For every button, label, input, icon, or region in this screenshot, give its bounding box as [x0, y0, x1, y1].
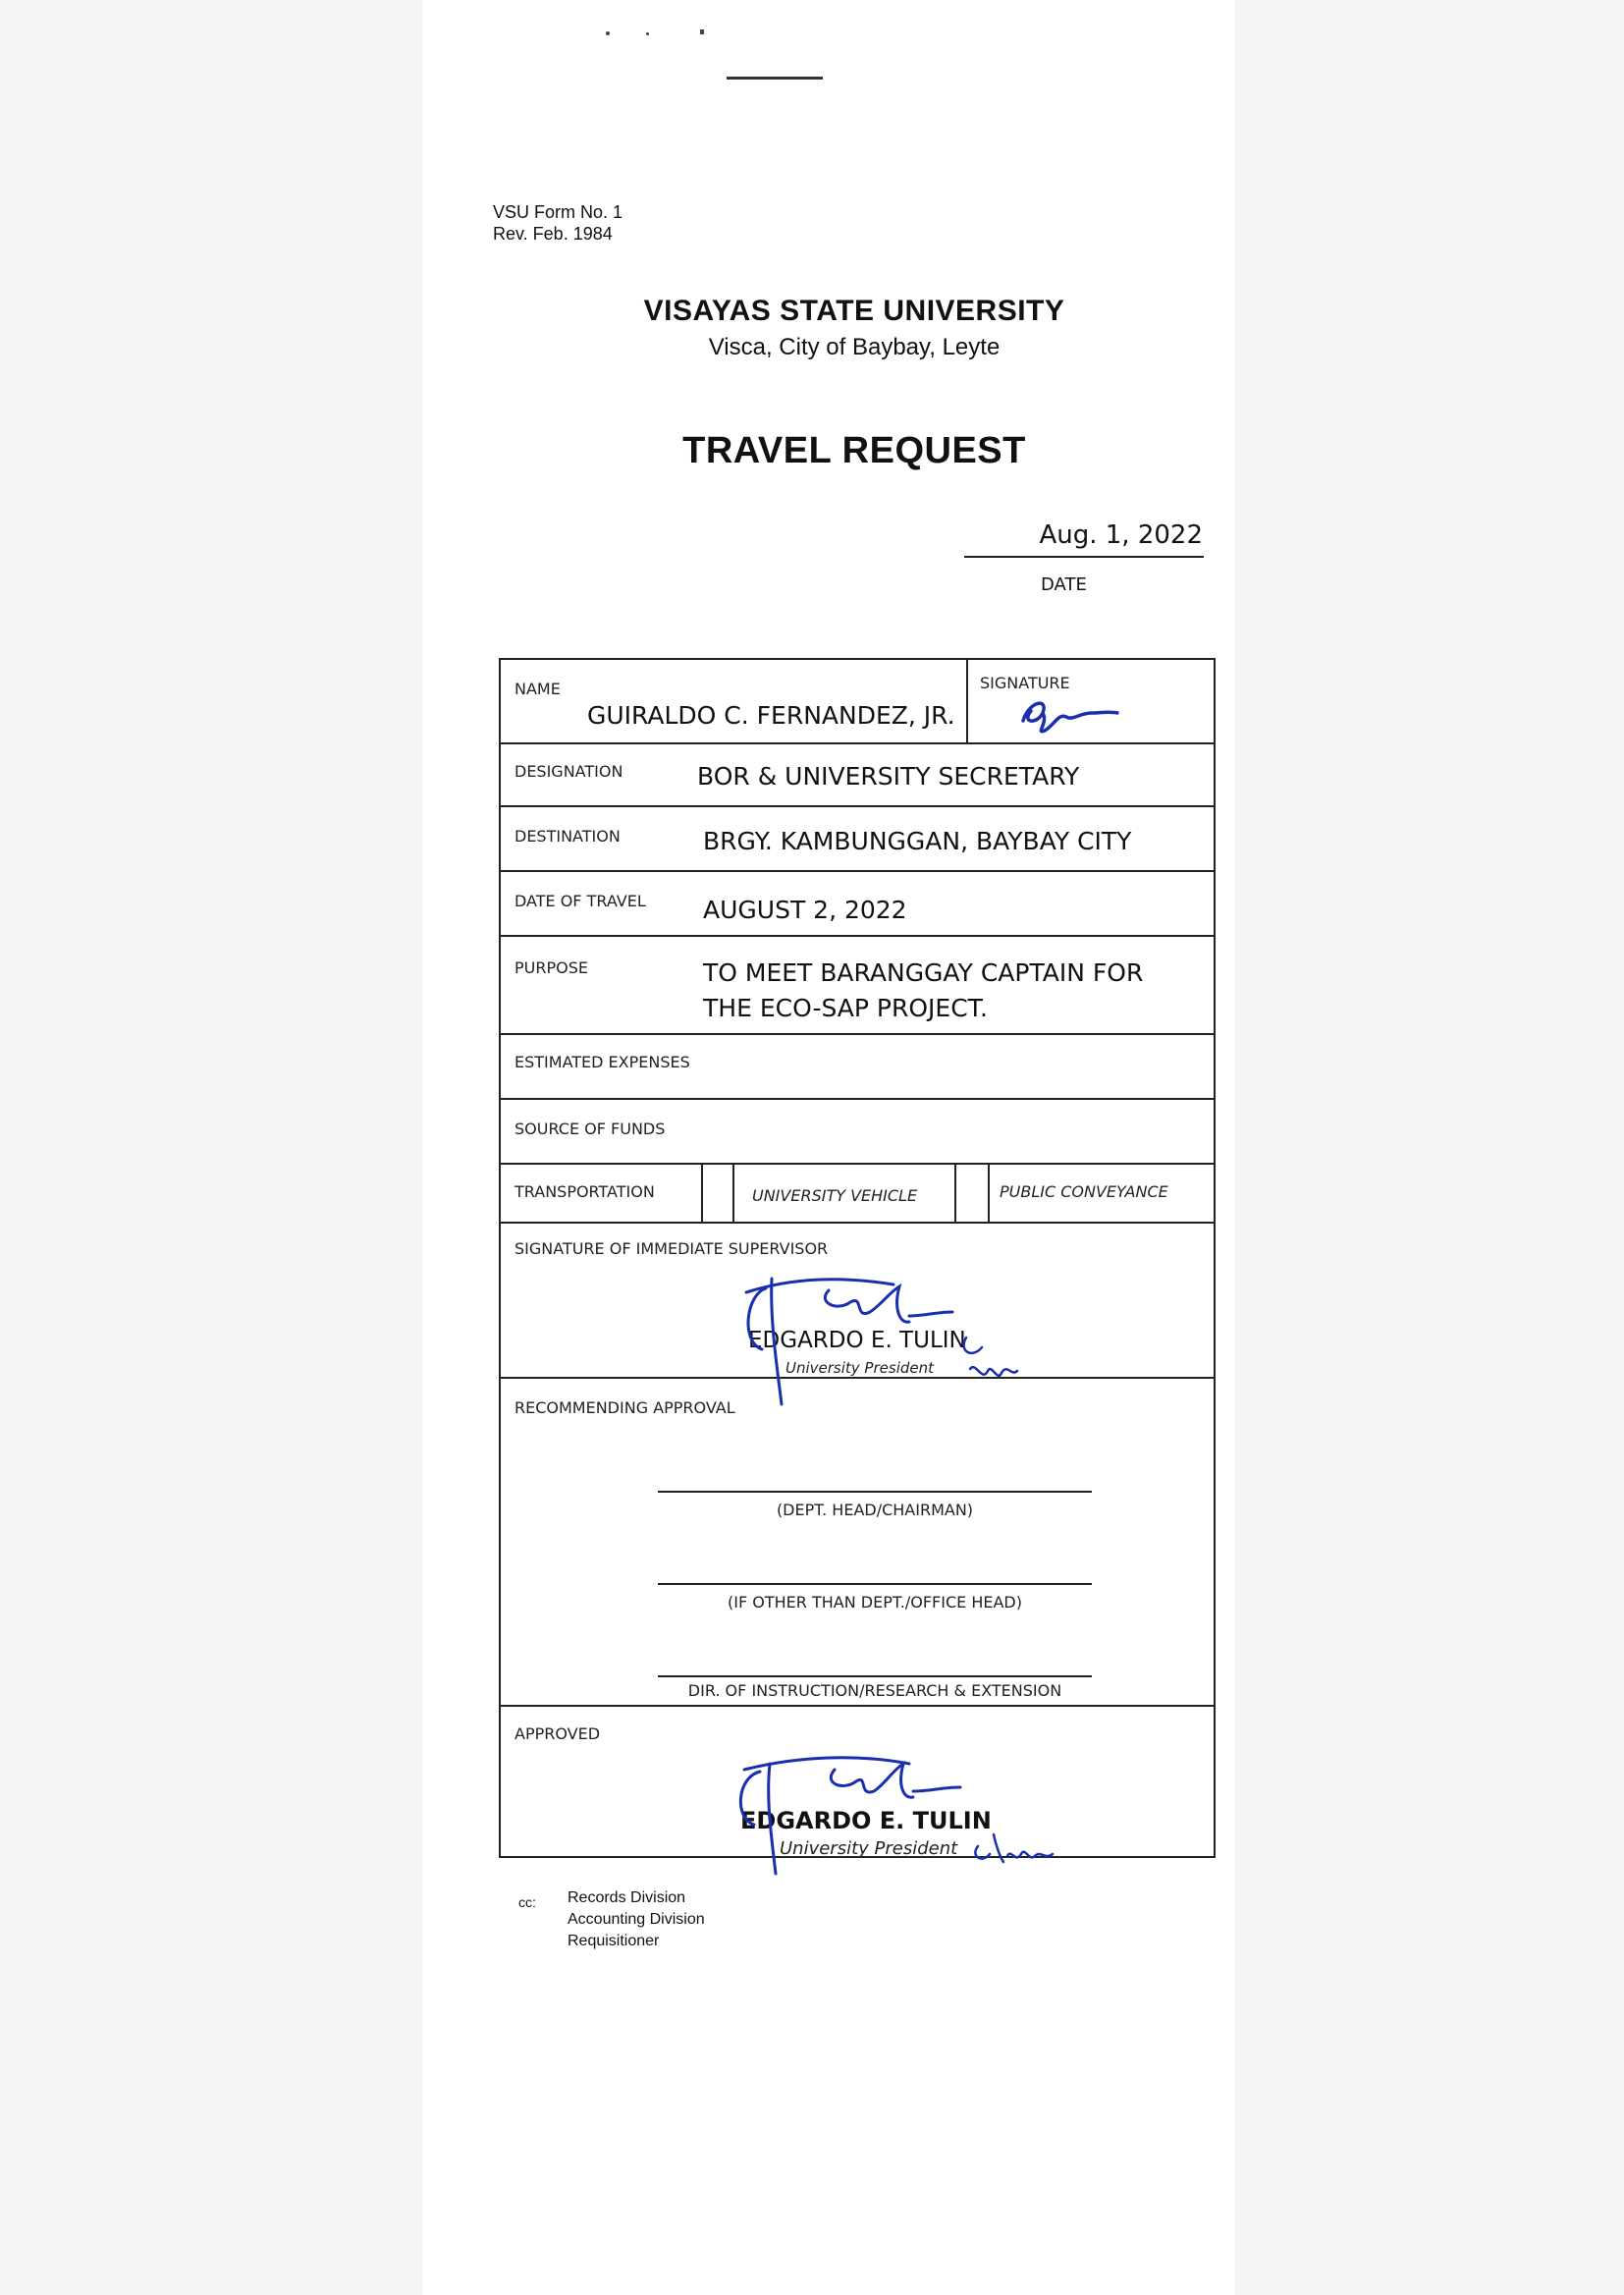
cc-item: Accounting Division: [568, 1911, 705, 1928]
recommending-approval-label: RECOMMENDING APPROVAL: [514, 1398, 735, 1417]
other-head-caption: (IF OTHER THAN DEPT./OFFICE HEAD): [728, 1593, 1022, 1612]
destination-label: DESTINATION: [514, 827, 621, 846]
purpose-line-1: TO MEET BARANGGAY CAPTAIN FOR: [703, 958, 1144, 987]
name-label: NAME: [514, 680, 561, 698]
transport-divider: [732, 1163, 734, 1222]
requester-signature: [1015, 691, 1123, 740]
form-title: TRAVEL REQUEST: [682, 430, 1026, 471]
supervisor-position: University President: [785, 1359, 934, 1377]
purpose-label: PURPOSE: [514, 958, 588, 977]
transport-divider: [954, 1163, 956, 1222]
row-divider: [501, 742, 1214, 744]
estimated-expenses-label: ESTIMATED EXPENSES: [514, 1053, 690, 1071]
designation-label: DESIGNATION: [514, 762, 623, 781]
top-dot: [606, 31, 610, 35]
transport-option-university-vehicle: UNIVERSITY VEHICLE: [752, 1186, 918, 1205]
approver-signature: [721, 1740, 1074, 1878]
row-divider: [501, 935, 1214, 937]
transport-divider: [988, 1163, 990, 1222]
supervisor-signature: [727, 1273, 1051, 1410]
row-divider: [501, 1163, 1214, 1165]
row-divider: [501, 1705, 1214, 1707]
travel-request-form: [499, 658, 1216, 1858]
approved-name: EDGARDO E. TULIN: [740, 1807, 992, 1834]
top-dot: [700, 29, 704, 34]
university-name: VISAYAS STATE UNIVERSITY: [643, 295, 1065, 327]
transportation-label: TRANSPORTATION: [514, 1182, 655, 1201]
form-revision-text: Rev. Feb. 1984: [493, 224, 613, 244]
signature-label: SIGNATURE: [980, 674, 1070, 692]
source-of-funds-label: SOURCE OF FUNDS: [514, 1120, 666, 1138]
signature-divider: [966, 660, 968, 742]
approved-label: APPROVED: [514, 1724, 601, 1743]
top-mark-line: [727, 77, 823, 80]
date-of-travel-value: AUGUST 2, 2022: [703, 896, 907, 924]
date-label: DATE: [1041, 574, 1087, 595]
date-of-travel-label: DATE OF TRAVEL: [514, 892, 646, 910]
cc-item: Records Division: [568, 1889, 686, 1906]
cc-label: cc:: [518, 1894, 536, 1910]
row-divider: [501, 1098, 1214, 1100]
director-signature-line: [658, 1675, 1092, 1677]
director-caption: DIR. OF INSTRUCTION/RESEARCH & EXTENSION: [687, 1681, 1062, 1700]
dept-head-signature-line: [658, 1491, 1092, 1493]
top-dot: [646, 32, 649, 35]
other-head-signature-line: [658, 1583, 1092, 1585]
designation-value: BOR & UNIVERSITY SECRETARY: [697, 762, 1080, 791]
date-underline: [964, 556, 1204, 558]
row-divider: [501, 870, 1214, 872]
row-divider: [501, 1033, 1214, 1035]
supervisor-label: SIGNATURE OF IMMEDIATE SUPERVISOR: [514, 1239, 829, 1258]
transport-divider: [701, 1163, 703, 1222]
purpose-line-2: THE ECO-SAP PROJECT.: [703, 994, 988, 1022]
cc-list: [518, 1887, 705, 1952]
row-divider: [501, 805, 1214, 807]
supervisor-name: EDGARDO E. TULIN: [748, 1328, 966, 1353]
university-address: Visca, City of Baybay, Leyte: [708, 334, 1001, 360]
cc-item: Requisitioner: [568, 1933, 660, 1949]
row-divider: [501, 1222, 1214, 1224]
form-number: [493, 201, 623, 245]
date-value: Aug. 1, 2022: [1039, 520, 1203, 550]
form-no-text: VSU Form No. 1: [493, 202, 623, 222]
approved-position: University President: [780, 1838, 958, 1859]
destination-value: BRGY. KAMBUNGGAN, BAYBAY CITY: [703, 827, 1132, 855]
dept-head-caption: (DEPT. HEAD/CHAIRMAN): [776, 1501, 974, 1519]
name-value: GUIRALDO C. FERNANDEZ, JR.: [587, 701, 955, 730]
transport-option-public-conveyance: PUBLIC CONVEYANCE: [1000, 1182, 1168, 1201]
